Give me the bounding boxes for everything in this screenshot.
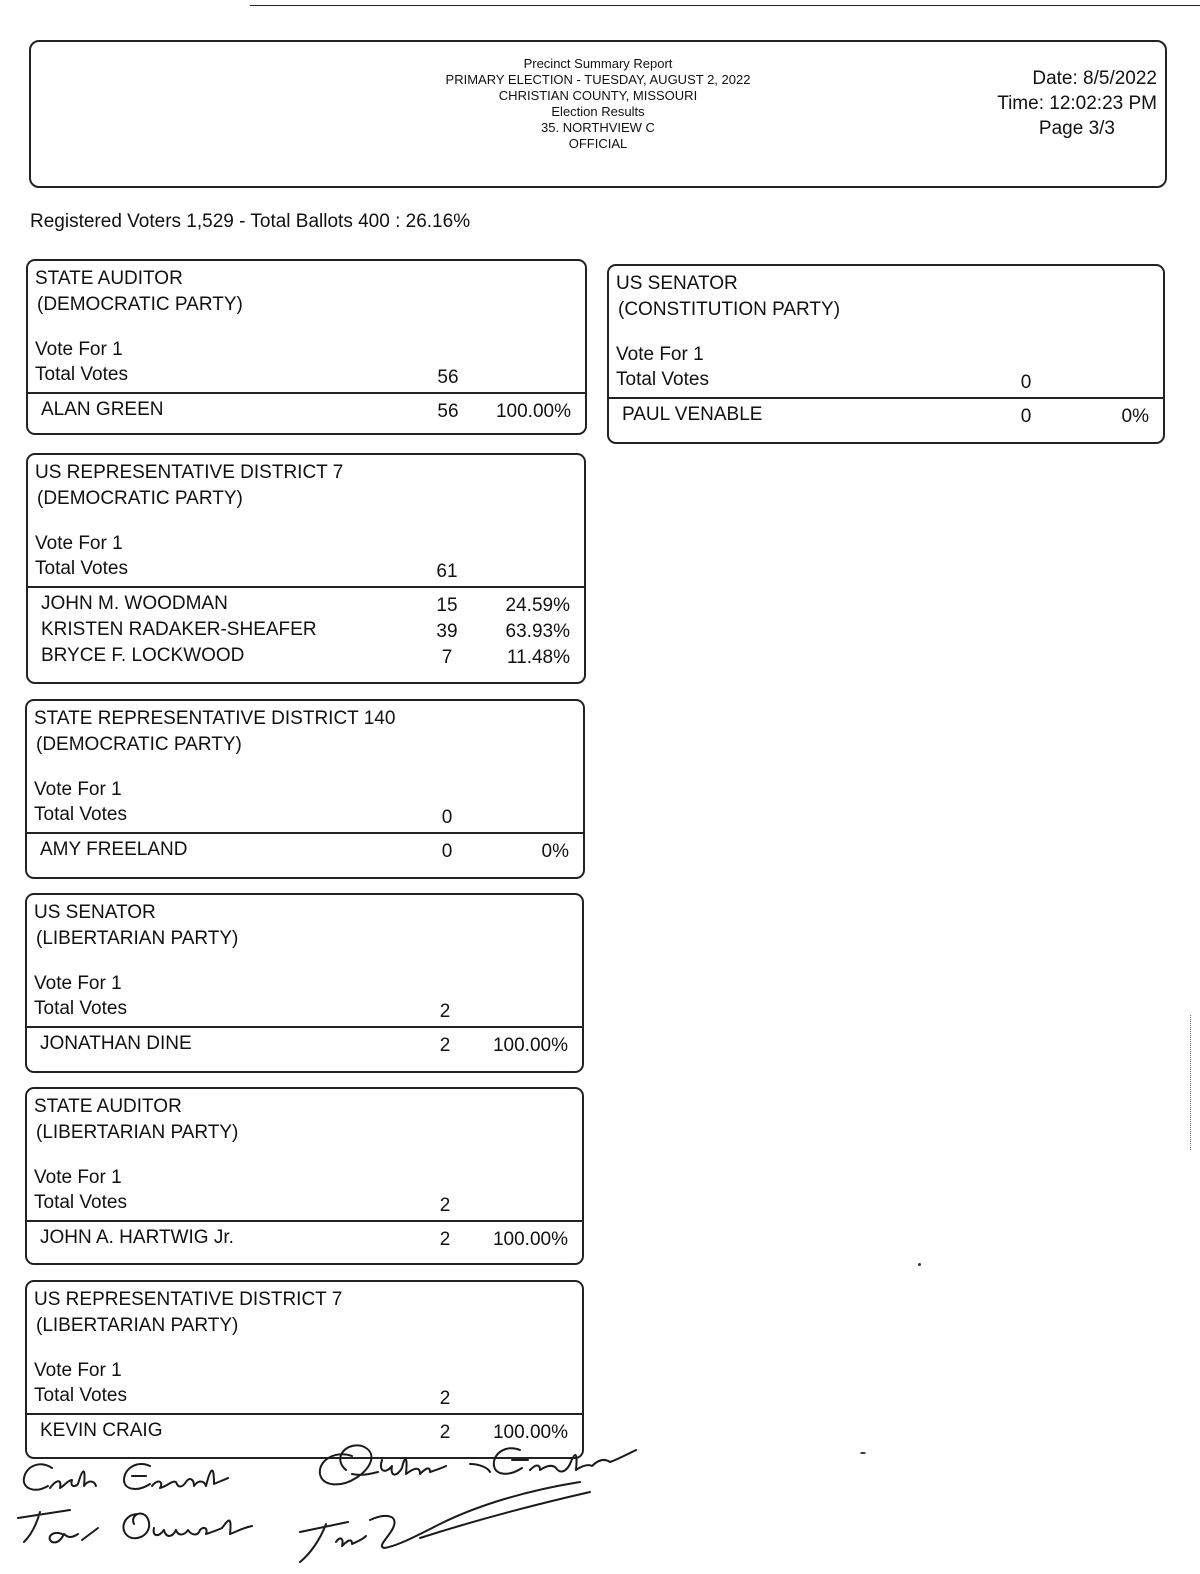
candidate-votes: 2 [439, 1229, 451, 1250]
total-votes-label: Total Votes [35, 364, 128, 385]
candidate-percent: 0% [541, 841, 569, 862]
candidate-votes: 0 [441, 841, 453, 862]
candidate-percent: 100.00% [495, 401, 571, 422]
race-divider [27, 1413, 582, 1415]
election-name: PRIMARY ELECTION - TUESDAY, AUGUST 2, 2022 [445, 72, 751, 87]
signature-stroke [300, 1482, 590, 1562]
header-center-block [31, 56, 1165, 152]
race-party: (LIBERTARIAN PARTY) [36, 1315, 239, 1336]
total-votes-label: Total Votes [34, 998, 127, 1019]
candidate-row [27, 1033, 582, 1059]
race-box [25, 893, 584, 1073]
race-box [26, 453, 586, 684]
signature-stroke [494, 1448, 636, 1474]
race-office: STATE REPRESENTATIVE DISTRICT 140 [34, 708, 396, 729]
header-meta [997, 66, 1157, 141]
vote-for-label: Vote For 1 [34, 1167, 122, 1188]
scan-speck [918, 1263, 921, 1266]
candidate-row [28, 645, 584, 671]
candidate-percent: 11.48% [506, 647, 570, 668]
signature-stroke [123, 1514, 252, 1539]
total-votes-label: Total Votes [34, 804, 127, 825]
candidate-name: ALAN GREEN [41, 399, 164, 420]
report-time: Time: 12:02:23 PM [997, 93, 1157, 114]
race-party: (DEMOCRATIC PARTY) [36, 734, 242, 755]
candidate-row [28, 619, 584, 645]
race-box [25, 699, 585, 879]
total-votes-label: Total Votes [34, 1192, 127, 1213]
candidate-name: AMY FREELAND [40, 839, 188, 860]
vote-for-label: Vote For 1 [35, 533, 123, 554]
candidate-name: BRYCE F. LOCKWOOD [41, 645, 245, 666]
total-votes-value: 0 [441, 807, 453, 828]
signature-stroke [18, 1510, 98, 1542]
race-office: US SENATOR [34, 902, 156, 923]
race-office: US REPRESENTATIVE DISTRICT 7 [35, 462, 344, 483]
candidate-row [27, 1227, 582, 1253]
total-votes-value: 56 [437, 367, 459, 388]
race-office: US REPRESENTATIVE DISTRICT 7 [34, 1289, 343, 1310]
race-party: (DEMOCRATIC PARTY) [37, 488, 243, 509]
candidate-name: JOHN M. WOODMAN [41, 593, 228, 614]
candidate-percent: 100.00% [492, 1229, 568, 1250]
race-box [26, 259, 587, 435]
race-party: (DEMOCRATIC PARTY) [37, 294, 243, 315]
candidate-votes: 39 [436, 621, 458, 642]
candidate-list [609, 404, 1163, 430]
vote-for-label: Vote For 1 [34, 779, 122, 800]
precinct-name: 35. NORTHVIEW C [541, 120, 655, 135]
candidate-name: JOHN A. HARTWIG Jr. [40, 1227, 234, 1248]
report-header [29, 40, 1167, 188]
vote-for-label: Vote For 1 [35, 339, 123, 360]
vote-for-label: Vote For 1 [616, 344, 704, 365]
scan-speck [860, 1452, 866, 1454]
candidate-name: KRISTEN RADAKER-SHEAFER [41, 619, 317, 640]
page-number: Page 3/3 [1038, 118, 1115, 139]
report-status: OFFICIAL [568, 136, 628, 151]
candidate-votes: 7 [441, 647, 453, 668]
report-title: Precinct Summary Report [523, 56, 673, 71]
scan-top-border [250, 5, 1200, 6]
signatures [0, 1430, 700, 1574]
signature-stroke [24, 1464, 96, 1489]
candidate-votes: 2 [439, 1035, 451, 1056]
race-divider [28, 392, 585, 394]
candidate-name: PAUL VENABLE [622, 404, 763, 425]
race-box [607, 264, 1165, 444]
race-office: STATE AUDITOR [35, 268, 183, 289]
registration-summary: Registered Voters 1,529 - Total Ballots 400 : 26.16% [30, 211, 471, 232]
race-divider [609, 397, 1163, 399]
total-votes-value: 2 [439, 1195, 451, 1216]
candidate-list [27, 1227, 582, 1253]
candidate-row [28, 593, 584, 619]
race-office: US SENATOR [616, 273, 738, 294]
total-votes-label: Total Votes [616, 369, 709, 390]
candidate-list [27, 839, 583, 865]
candidate-row [28, 399, 585, 425]
results-label: Election Results [551, 104, 645, 119]
candidate-votes: 2 [439, 1422, 451, 1443]
vote-for-label: Vote For 1 [34, 973, 122, 994]
candidate-votes: 56 [437, 401, 459, 422]
report-date: Date: 8/5/2022 [1032, 68, 1157, 89]
total-votes-value: 61 [436, 561, 458, 582]
candidate-name: KEVIN CRAIG [40, 1420, 163, 1441]
candidate-list [28, 593, 584, 671]
candidate-votes: 15 [436, 595, 458, 616]
county-name: CHRISTIAN COUNTY, MISSOURI [498, 88, 698, 103]
signature-stroke [124, 1464, 228, 1489]
total-votes-value: 0 [1020, 372, 1032, 393]
total-votes-label: Total Votes [34, 1385, 127, 1406]
scan-edge-mark [1190, 1015, 1192, 1150]
candidate-percent: 63.93% [505, 621, 570, 642]
race-divider [28, 586, 584, 588]
candidate-name: JONATHAN DINE [40, 1033, 192, 1054]
candidate-percent: 24.59% [505, 595, 570, 616]
candidate-percent: 100.00% [492, 1035, 568, 1056]
race-office: STATE AUDITOR [34, 1096, 182, 1117]
candidate-list [28, 399, 585, 425]
candidate-votes: 0 [1020, 406, 1032, 427]
signature-stroke [320, 1445, 490, 1484]
race-party: (LIBERTARIAN PARTY) [36, 1122, 239, 1143]
race-party: (CONSTITUTION PARTY) [618, 299, 841, 320]
race-divider [27, 1026, 582, 1028]
candidate-percent: 0% [1121, 406, 1149, 427]
race-divider [27, 832, 583, 834]
vote-for-label: Vote For 1 [34, 1360, 122, 1381]
race-party: (LIBERTARIAN PARTY) [36, 928, 239, 949]
race-divider [27, 1220, 582, 1222]
candidate-percent: 100.00% [492, 1422, 568, 1443]
total-votes-value: 2 [439, 1001, 451, 1022]
total-votes-label: Total Votes [35, 558, 128, 579]
candidate-list [27, 1033, 582, 1059]
race-box [25, 1087, 584, 1265]
candidate-row [27, 839, 583, 865]
total-votes-value: 2 [439, 1388, 451, 1409]
candidate-row [609, 404, 1163, 430]
